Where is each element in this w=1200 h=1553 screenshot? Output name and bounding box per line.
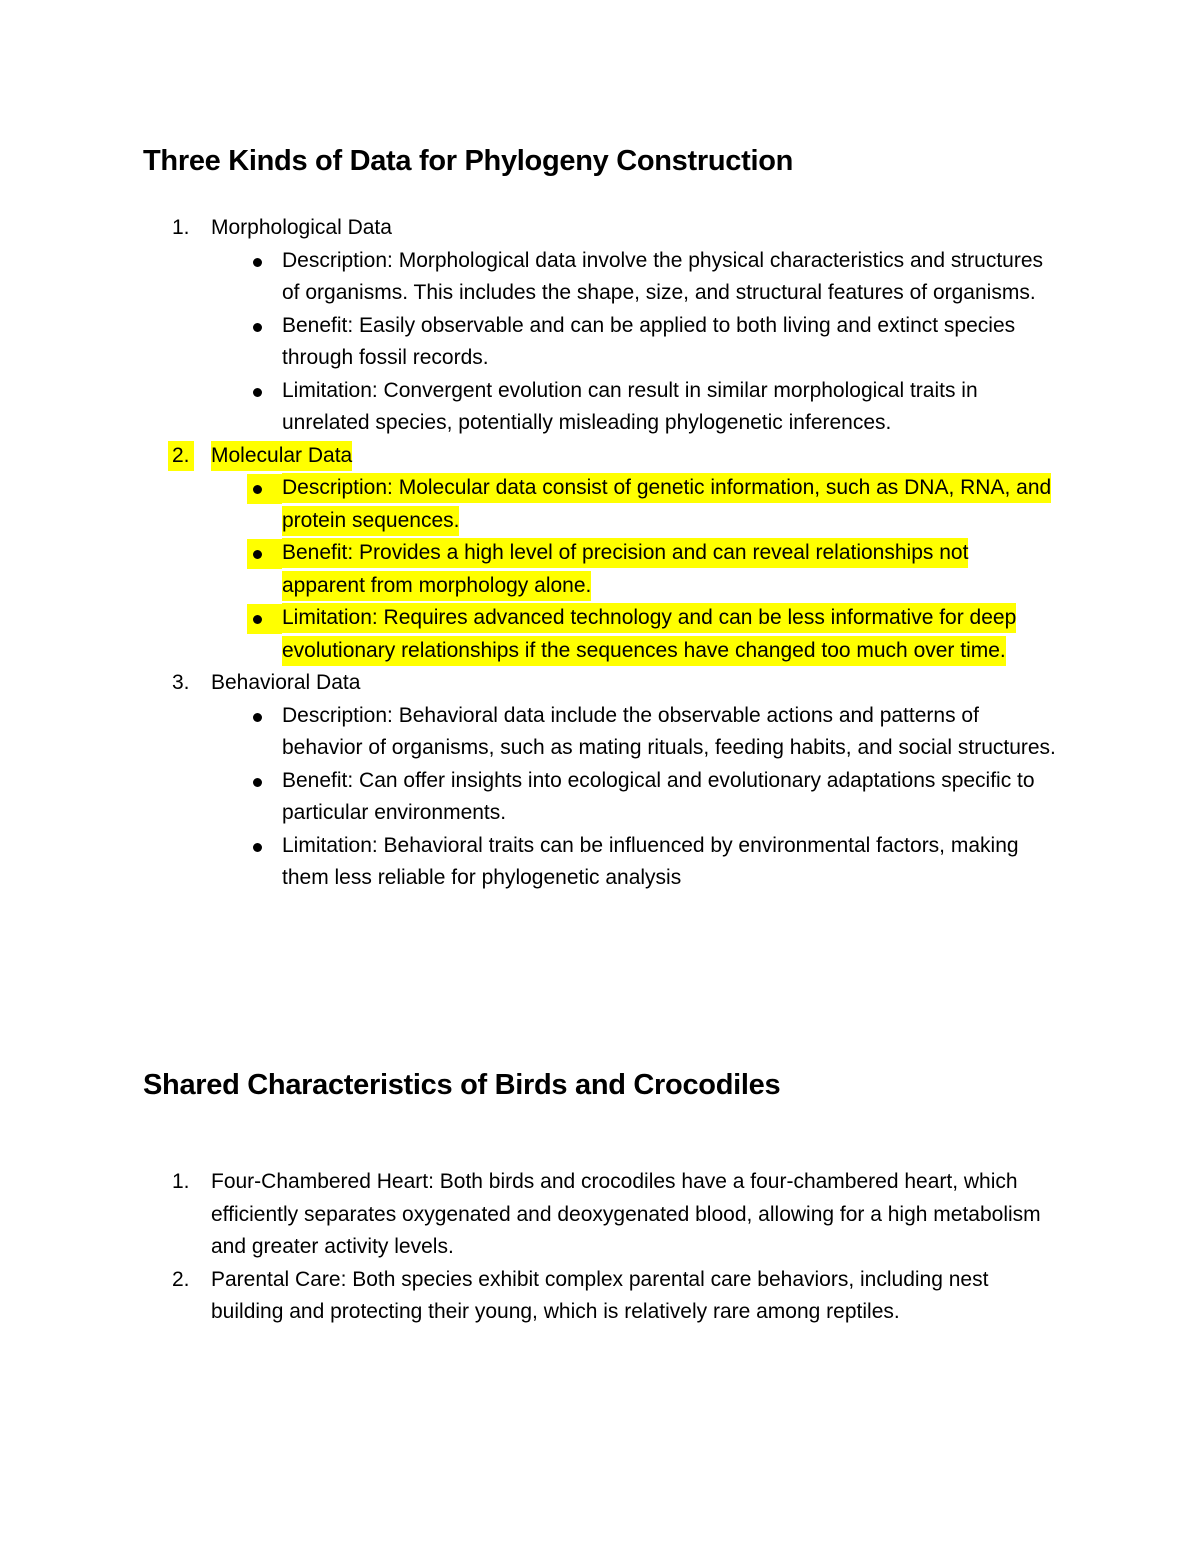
highlight-block [247,604,282,634]
bullet-item-description [282,245,1057,310]
bullet-dot-icon [253,615,262,624]
highlight-block [247,539,282,569]
list-item-behavioral [0,667,1200,895]
bullet-text: Limitation: Convergent evolution can result in similar morphological traits in unrelated species, potentially misleading phylogenetic inferences. [282,378,978,434]
bullet-dot-icon [253,388,262,397]
bullet-dot-icon [253,778,262,787]
list-number: 2. [172,1267,190,1291]
list-item-parental-care [0,1264,1200,1329]
bullet-text: Limitation: Behavioral traits can be influenced by environmental factors, making them less reliable for phylogenetic analysis [282,833,1019,889]
list-item-title: Behavioral Data [211,671,361,694]
bullet-text: Description: Morphological data involve the physical characteristics and structures of organisms. This includes the shape, size, and structural features of organisms. [282,248,1044,304]
highlighted-text: Limitation: Requires advanced technology and can be less informative for deep evolutionary relationships if the sequences have changed too much over time. [282,603,1016,666]
bullet-item-benefit [282,310,1057,375]
highlighted-text: Benefit: Provides a high level of precision and can reveal relationships not apparent from morphology alone. [282,538,968,601]
bullet-item-description [282,700,1057,765]
bullet-item-description [282,472,1057,537]
list-number: 3. [172,671,190,694]
bullet-dot-icon [253,258,262,267]
list-item-title [211,440,1200,473]
bullet-text: Benefit: Can offer insights into ecological and evolutionary adaptations specific to particular environments. [282,768,1035,824]
bullet-dot-icon [253,550,262,559]
highlighted-number: 2. [168,441,194,471]
section-heading-shared-characteristics: Shared Characteristics of Birds and Crocodiles [143,1069,781,1101]
bullet-text: Benefit: Easily observable and can be applied to both living and extinct species through fossil records. [282,313,1016,369]
section-heading-data-kinds: Three Kinds of Data for Phylogeny Construction [143,145,794,177]
bullet-dot-icon [253,323,262,332]
list-number: 1. [172,216,190,239]
bullet-item-limitation [282,830,1057,895]
bullet-item-limitation [282,602,1057,667]
list-item-text: Four-Chambered Heart: Both birds and crocodiles have a four-chambered heart, which efficiently separates oxygenated and deoxygenated blood, allowing for a high metabolism and greater activity levels. [211,1170,1041,1258]
bullet-dot-icon [253,713,262,722]
bullet-item-limitation [282,375,1057,440]
highlighted-text: Molecular Data [211,441,352,471]
bullet-dot-icon [253,485,262,494]
bullet-text: Description: Behavioral data include the observable actions and patterns of behavior of organisms, such as mating rituals, feeding habits, and social structures. [282,703,1056,759]
bullet-item-benefit [282,765,1057,830]
shared-characteristics-list [0,1166,1200,1329]
bullet-item-benefit [282,537,1057,602]
data-kinds-list [0,212,1200,895]
list-item-morphological [0,212,1200,440]
highlight-block [247,474,282,504]
list-item-title: Morphological Data [211,216,392,239]
highlighted-text: Description: Molecular data consist of genetic information, such as DNA, RNA, and protein sequences. [282,473,1051,536]
list-number: 1. [172,1170,190,1193]
list-item-molecular [0,440,1200,668]
list-item-four-chambered-heart [0,1166,1200,1264]
bullet-dot-icon [253,843,262,852]
list-item-text: Parental Care: Both species exhibit complex parental care behaviors, including nest building and protecting their young, which is relatively rare among reptiles. [211,1267,989,1323]
list-number [172,440,202,473]
